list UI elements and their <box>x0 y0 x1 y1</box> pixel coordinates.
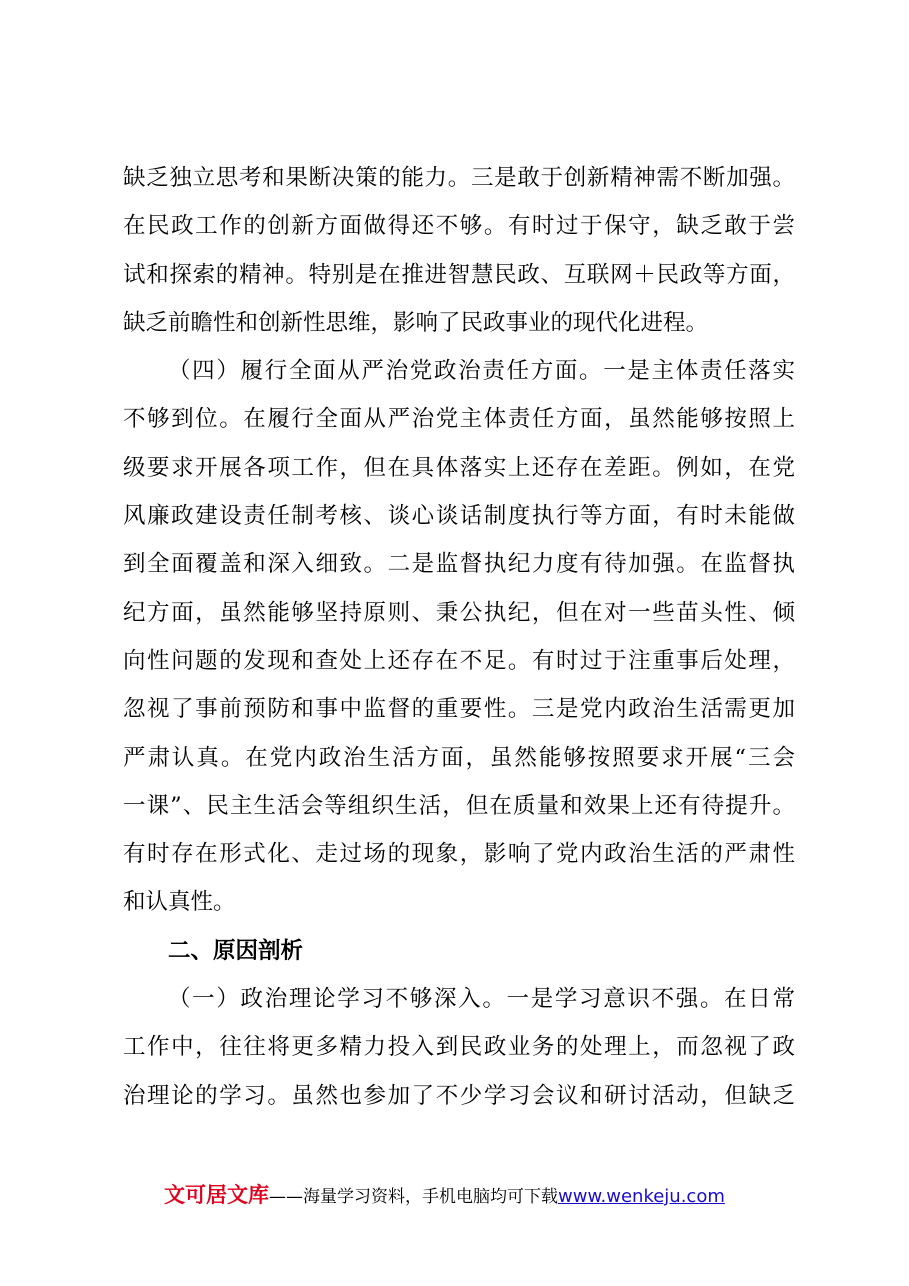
text-line: 一课”、民主生活会等组织生活，但在质量和效果上还有待提升。 <box>123 792 795 819</box>
text-line: 缺乏前瞻性和创新性思维，影响了民政事业的现代化进程。 <box>123 309 709 336</box>
text-line: 工作中，往往将更多精力投入到民政业务的处理上，而忽视了政 <box>123 1034 795 1061</box>
text-line: 纪方面，虽然能够坚持原则、秉公执纪，但在对一些苗头性、倾 <box>123 599 795 626</box>
footer-url-link[interactable]: www.wenkeju.com <box>558 1186 725 1207</box>
text-line: 级要求开展各项工作，但在具体落实上还存在差距。例如，在党 <box>123 454 795 481</box>
document-body <box>123 154 795 1120</box>
text-line: 和认真性。 <box>123 889 236 916</box>
paragraph-block-1 <box>123 154 795 927</box>
text-line: 缺乏独立思考和果断决策的能力。三是敢于创新精神需不断加强。 <box>123 165 795 191</box>
text-line: 有时存在形式化、走过场的现象，影响了党内政治生活的严肃性 <box>123 841 795 868</box>
text-line: 严肃认真。在党内政治生活方面，虽然能够按照要求开展“三会 <box>123 744 795 771</box>
text-line: 向性问题的发现和查处上还存在不足。有时过于注重事后处理， <box>123 647 795 674</box>
text-line: 在民政工作的创新方面做得还不够。有时过于保守，缺乏敢于尝 <box>123 213 795 240</box>
section-heading: 二、原因剖析 <box>168 937 304 964</box>
text-line: （一）政治理论学习不够深入。一是学习意识不强。在日常 <box>168 986 795 1013</box>
paragraph-block-2 <box>123 975 795 1120</box>
text-line: 忽视了事前预防和事中监督的重要性。三是党内政治生活需更加 <box>123 696 795 723</box>
text-line: 到全面覆盖和深入细致。二是监督执纪力度有待加强。在监督执 <box>123 551 795 578</box>
footer-slogan: ——海量学习资料，手机电脑均可下载 <box>269 1187 558 1207</box>
text-line: 试和探索的精神。特别是在推进智慧民政、互联网＋民政等方面， <box>123 261 795 288</box>
text-line: 风廉政建设责任制考核、谈心谈话制度执行等方面，有时未能做 <box>123 503 795 530</box>
footer-banner <box>164 1182 804 1210</box>
text-line: 治理论的学习。虽然也参加了不少学习会议和研讨活动，但缺乏 <box>123 1082 795 1109</box>
footer-brand: 文可居文库 <box>164 1183 269 1207</box>
text-line: （四）履行全面从严治党政治责任方面。一是主体责任落实 <box>168 358 795 385</box>
text-line: 不够到位。在履行全面从严治党主体责任方面，虽然能够按照上 <box>123 406 795 433</box>
